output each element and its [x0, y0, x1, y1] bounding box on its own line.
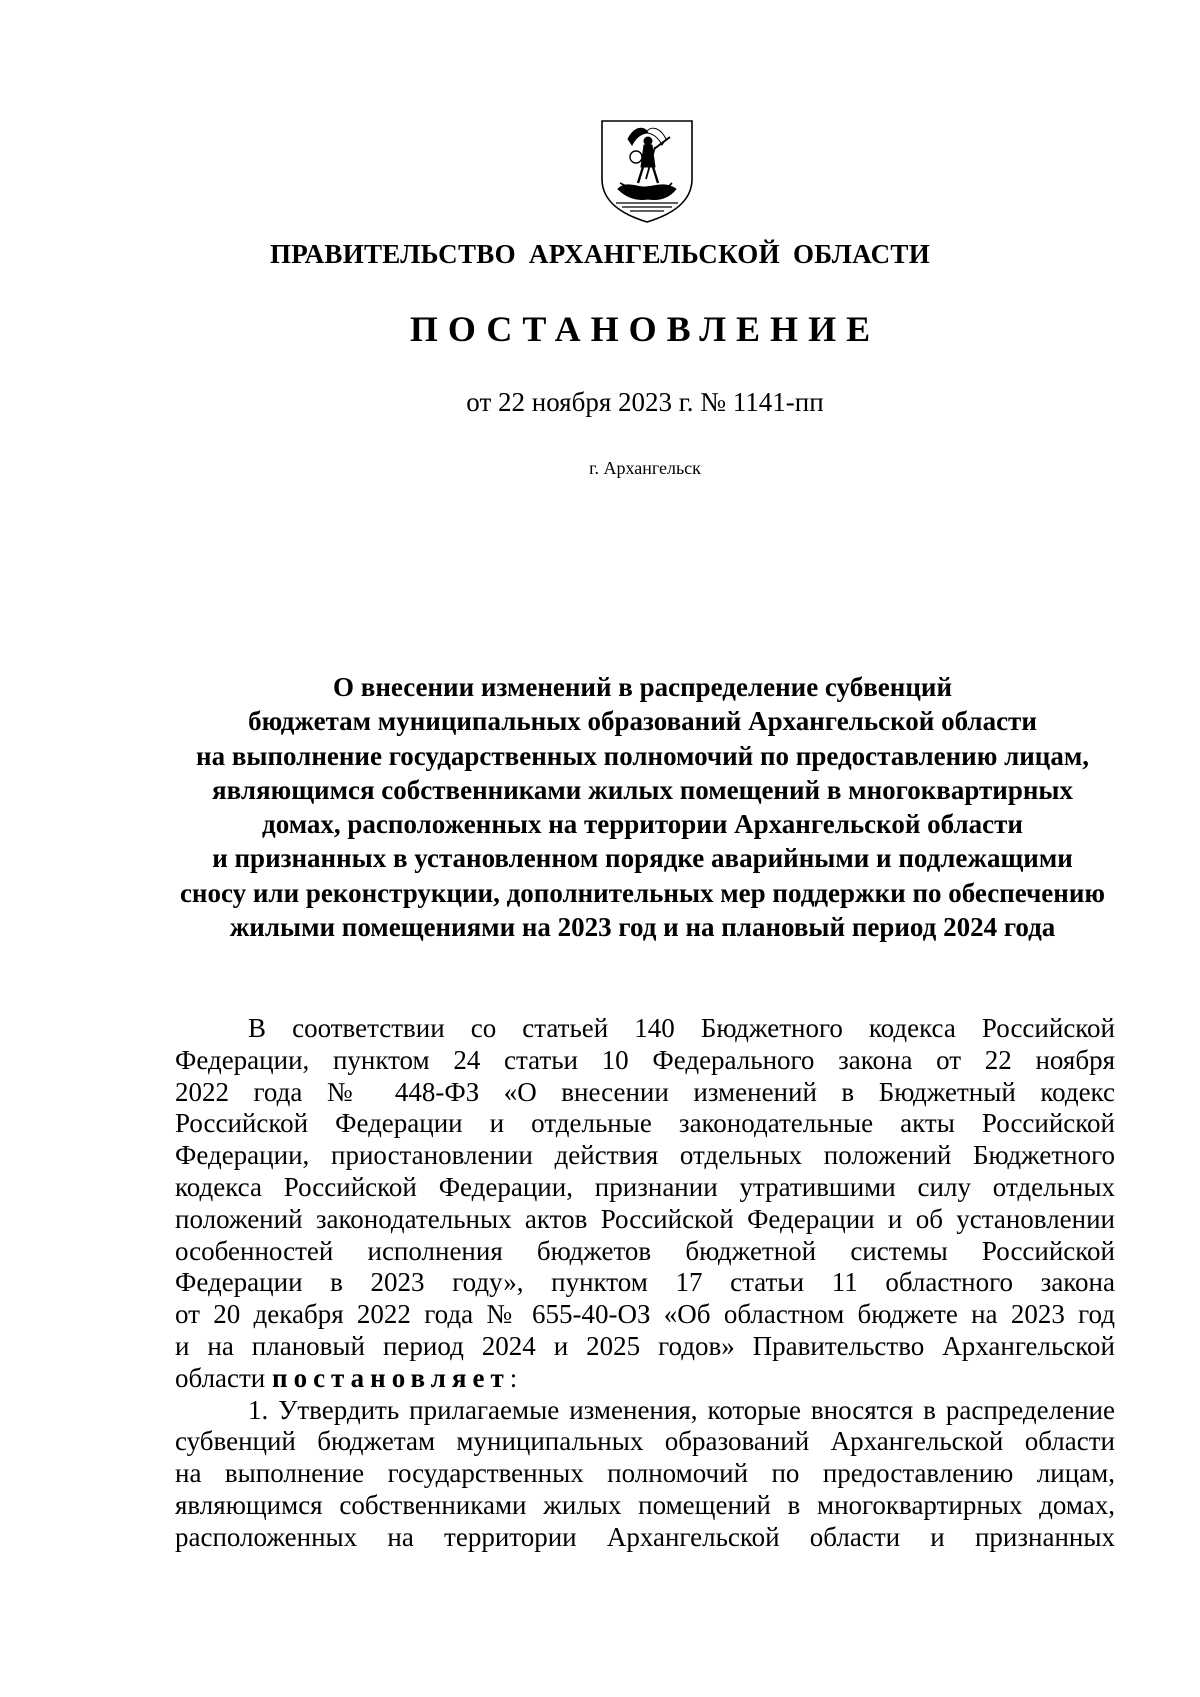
document-city: г. Архангельск: [589, 458, 701, 478]
document-body: [175, 1013, 1115, 1554]
document-type-heading: ПОСТАНОВЛЕНИЕ: [409, 309, 881, 349]
preamble-line: положений законодательных актов Российской Федерации и об установлении: [175, 1203, 1115, 1234]
document-date-number: от 22 ноября 2023 г. № 1141-пп: [466, 387, 824, 417]
title-line: О внесении изменений в распределение субвенций: [333, 672, 952, 702]
resolve-suffix: :: [509, 1362, 518, 1393]
title-line: являющимся собственниками жилых помещений в многоквартирных: [212, 774, 1073, 805]
preamble-line: 2022 года № 448-ФЗ «О внесении изменений в Бюджетный кодекс: [175, 1076, 1115, 1107]
title-line: домах, расположенных на территории Архангельской области: [262, 809, 1023, 840]
preamble-line: кодекса Российской Федерации, признании утратившими силу отдельных: [175, 1171, 1115, 1202]
resolve-prefix: области: [175, 1362, 273, 1393]
resolve-keyword: постановляет: [272, 1362, 510, 1393]
title-line: сносу или реконструкции, дополнительных мер поддержки по обеспечению: [179, 877, 1106, 908]
document-title: [170, 670, 1115, 944]
organization-name: ПРАВИТЕЛЬСТВО АРХАНГЕЛЬСКОЙ ОБЛАСТИ: [269, 239, 931, 269]
title-line: жилыми помещениями на 2023 год и на плановый период 2024 года: [229, 912, 1056, 943]
item-1-line: являющимся собственниками жилых помещений в многоквартирных домах,: [175, 1489, 1115, 1520]
preamble-line: Федерации в 2023 году», пунктом 17 статьи 11 областного закона: [175, 1267, 1115, 1298]
item-1-line: расположенных на территории Архангельской области и признанных: [175, 1521, 1115, 1552]
item-1-line: на выполнение государственных полномочий по предоставлению лицам,: [175, 1458, 1115, 1489]
preamble-line: Российской Федерации и отдельные законодательные акты Российской: [175, 1108, 1115, 1139]
preamble-line: В соответствии со статьей 140 Бюджетного кодекса Российской: [248, 1013, 1115, 1043]
preamble-line: особенностей исполнения бюджетов бюджетной системы Российской: [175, 1235, 1115, 1266]
preamble-line: от 20 декабря 2022 года № 655-40-ОЗ «Об областном бюджете на 2023 год: [175, 1299, 1115, 1330]
title-line: на выполнение государственных полномочий по предоставлению лицам,: [196, 740, 1089, 771]
resolve-line: [175, 1363, 1115, 1395]
coat-of-arms-icon: [598, 117, 696, 225]
item-1-line: 1. Утвердить прилагаемые изменения, которые вносятся в распределение: [248, 1394, 1115, 1425]
preamble-line: и на плановый период 2024 и 2025 годов» Правительство Архангельской: [175, 1330, 1115, 1361]
preamble-line: Федерации, пунктом 24 статьи 10 Федерального закона от 22 ноября: [175, 1044, 1115, 1075]
title-line: и признанных в установленном порядке аварийными и подлежащими: [212, 843, 1073, 874]
item-1-line: субвенций бюджетам муниципальных образований Архангельской области: [175, 1426, 1115, 1457]
title-line: бюджетам муниципальных образований Архангельской области: [248, 706, 1037, 737]
preamble-line: Федерации, приостановлении действия отдельных положений Бюджетного: [175, 1140, 1115, 1171]
